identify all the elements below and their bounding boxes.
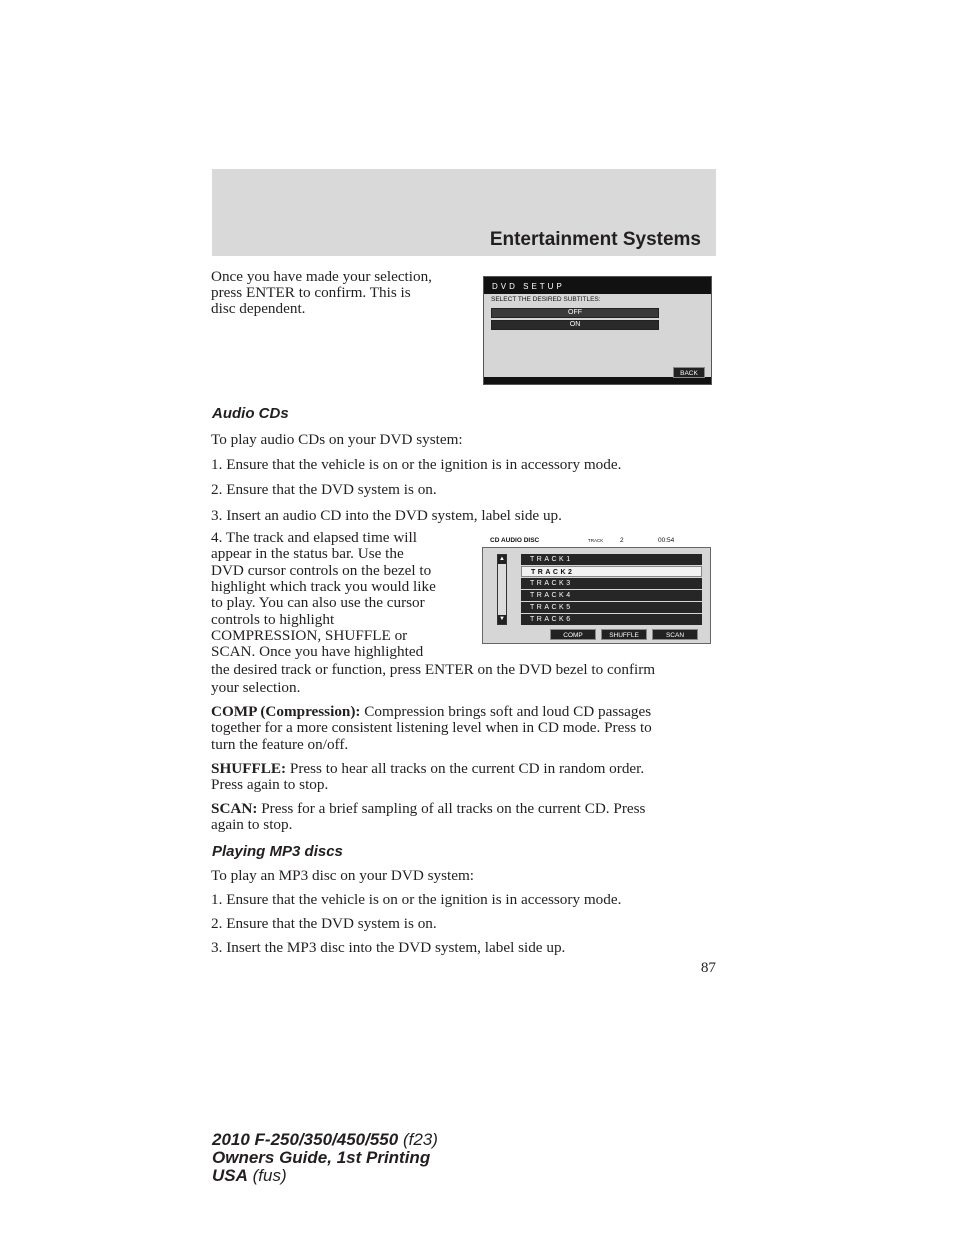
mp3-heading: Playing MP3 discs — [212, 843, 343, 860]
audio-cds-heading: Audio CDs — [212, 405, 289, 422]
track-number: 2 — [620, 537, 624, 544]
intro-line-3: disc dependent. — [211, 300, 306, 317]
cd-screen-title: CD AUDIO DISC — [490, 537, 540, 544]
audio-step-4-line: DVD cursor controls on the bezel to — [211, 562, 432, 579]
track-item: TRACK6 — [521, 614, 702, 625]
audio-cds-intro: To play audio CDs on your DVD system: — [211, 431, 463, 448]
audio-step-1: 1. Ensure that the vehicle is on or the ignition is in accessory mode. — [211, 456, 622, 473]
track-label: TRACK — [588, 538, 604, 543]
footer-model: 2010 F-250/350/450/550 — [212, 1130, 399, 1149]
footer-model-code: (f23) — [398, 1130, 438, 1149]
audio-step-3: 3. Insert an audio CD into the DVD system, label side up. — [211, 507, 562, 524]
audio-step-2: 2. Ensure that the DVD system is on. — [211, 481, 437, 498]
header-band — [212, 169, 716, 256]
mp3-step-1: 1. Ensure that the vehicle is on or the ignition is in accessory mode. — [211, 891, 622, 908]
screen-bottom-bar — [484, 377, 711, 384]
footer-region-code: (fus) — [247, 1166, 287, 1185]
track-item: TRACK4 — [521, 590, 702, 601]
comp-text: Compression brings soft and loud CD passages — [360, 703, 652, 720]
screen-subtitle: SELECT THE DESIRED SUBTITLES: — [491, 296, 601, 303]
comp-label: COMP (Compression): — [211, 703, 361, 720]
comp-text-line: together for a more consistent listening level when in CD mode. Press to — [211, 719, 652, 736]
back-button: BACK — [673, 367, 705, 378]
track-item: TRACK3 — [521, 578, 702, 589]
audio-step-4-cont: the desired track or function, press ENTER on the DVD bezel to confirm — [211, 661, 656, 678]
audio-step-4-line: highlight which track you would like — [211, 578, 436, 595]
scroll-up-icon: ▲ — [499, 556, 505, 562]
dvd-setup-screen — [483, 276, 712, 385]
intro-line-2: press ENTER to confirm. This is — [211, 284, 411, 301]
shuffle-text: Press to hear all tracks on the current CD in random order. — [286, 760, 645, 777]
intro-line-1: Once you have made your selection, — [211, 268, 432, 285]
mp3-step-3: 3. Insert the MP3 disc into the DVD system, label side up. — [211, 939, 566, 956]
subtitle-option-on: ON — [491, 320, 659, 330]
audio-step-4-line: COMPRESSION, SHUFFLE or — [211, 627, 408, 644]
shuffle-text-line: Press again to stop. — [211, 776, 329, 793]
mp3-step-2: 2. Ensure that the DVD system is on. — [211, 915, 437, 932]
scan-text: Press for a brief sampling of all tracks on the current CD. Press — [257, 800, 646, 817]
page-number: 87 — [700, 959, 716, 976]
elapsed-time: 00:54 — [658, 537, 675, 544]
audio-step-4-line: SCAN. Once you have highlighted — [211, 643, 424, 660]
scan-button: SCAN — [652, 629, 698, 640]
track-item: TRACK5 — [521, 602, 702, 613]
footer-region: USA — [212, 1166, 248, 1185]
scan-text-line: again to stop. — [211, 816, 293, 833]
comp-button: COMP — [550, 629, 596, 640]
subtitle-option-off: OFF — [491, 308, 659, 318]
audio-step-4-line: controls to highlight — [211, 611, 335, 628]
track-item: TRACK1 — [521, 554, 702, 565]
cd-audio-screen — [482, 547, 711, 644]
audio-step-4-cont: your selection. — [211, 679, 301, 696]
track-item-highlighted: TRACK2 — [521, 566, 702, 577]
cd-status-bar — [490, 537, 710, 547]
comp-text-line: turn the feature on/off. — [211, 736, 349, 753]
footer-printing: Owners Guide, 1st Printing — [212, 1148, 431, 1167]
track-scrollbar — [497, 554, 507, 625]
screen-title: DVD SETUP — [492, 282, 565, 291]
audio-step-4-line: to play. You can also use the cursor — [211, 594, 425, 611]
section-title: Entertainment Systems — [489, 229, 701, 250]
audio-step-4-line: 4. The track and elapsed time will — [211, 529, 417, 546]
document-footer — [212, 1131, 438, 1185]
audio-step-4-line: appear in the status bar. Use the — [211, 545, 404, 562]
shuffle-label: SHUFFLE: — [211, 760, 287, 777]
scan-label: SCAN: — [211, 800, 258, 817]
mp3-intro: To play an MP3 disc on your DVD system: — [211, 867, 475, 884]
scroll-down-icon: ▼ — [499, 616, 505, 622]
shuffle-button: SHUFFLE — [601, 629, 647, 640]
